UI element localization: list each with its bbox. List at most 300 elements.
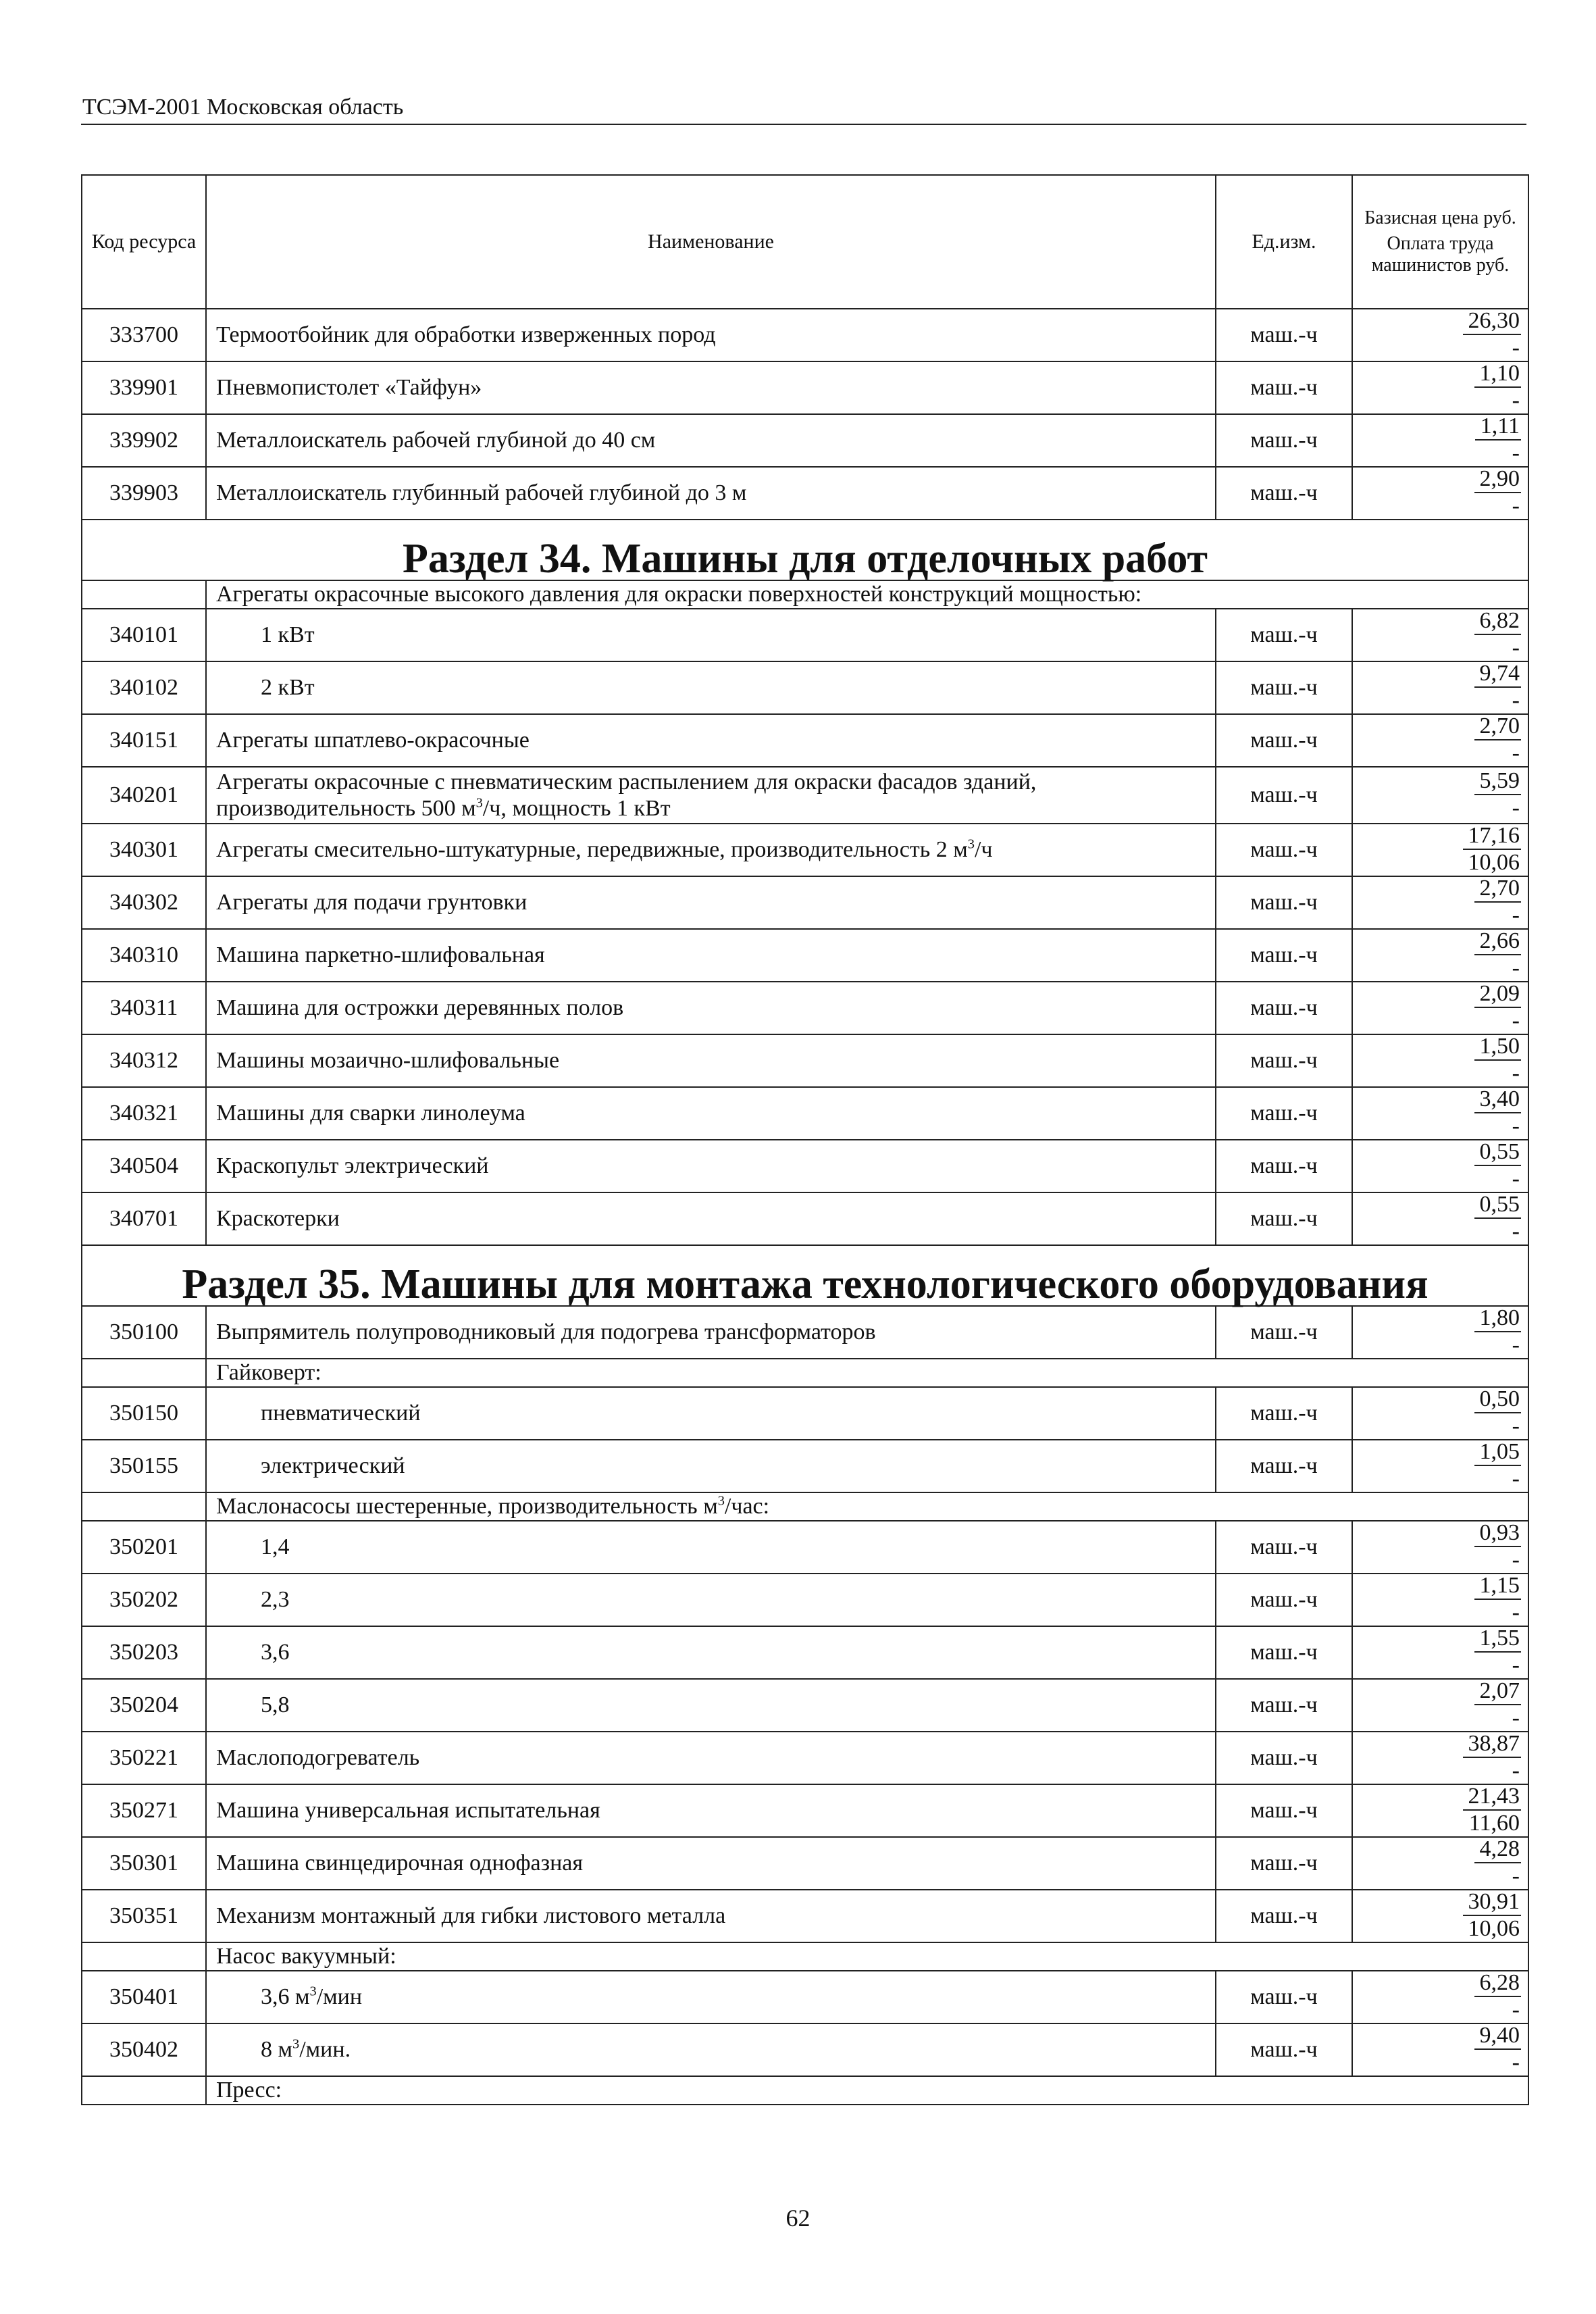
base-price: 1,10: [1474, 362, 1522, 388]
price-cell: [1352, 467, 1528, 520]
resource-code: 350271: [82, 1784, 206, 1837]
resource-code: 340101: [82, 609, 206, 661]
resource-name: [206, 714, 1216, 767]
price-fraction: [1463, 1732, 1522, 1782]
base-price: 1,80: [1474, 1307, 1522, 1332]
table-row: [82, 1679, 1528, 1732]
base-price: 4,28: [1474, 1838, 1522, 1863]
price-fraction: [1474, 1680, 1522, 1730]
price-fraction: [1474, 1193, 1522, 1243]
price-fraction: [1474, 1140, 1522, 1190]
unit: маш.-ч: [1216, 1440, 1352, 1492]
resource-name: [206, 1574, 1216, 1626]
table-row: [82, 1192, 1528, 1245]
resource-name: [206, 609, 1216, 661]
row-text-tail: /час:: [724, 1494, 770, 1519]
price-cell: [1352, 1521, 1528, 1574]
resource-name: [206, 414, 1216, 467]
table-row: [82, 982, 1528, 1034]
row-name-text: Пневмопистолет «Тайфун»: [216, 375, 482, 401]
row-name-text: 1,4: [261, 1534, 290, 1560]
col-header-price: [1352, 175, 1528, 309]
base-price: 0,93: [1474, 1521, 1522, 1547]
row-name-text: Машина для острожки деревянных полов: [216, 995, 624, 1021]
base-price: 2,09: [1474, 982, 1522, 1008]
resource-code: 350301: [82, 1837, 206, 1890]
unit: маш.-ч: [1216, 982, 1352, 1034]
row-name-text: 2 кВт: [261, 675, 315, 701]
price-cell: [1352, 1784, 1528, 1837]
group-code-empty: [82, 1359, 206, 1387]
row-name-text: Машина свинцедирочная однофазная: [216, 1851, 583, 1876]
price-cell: [1352, 714, 1528, 767]
resource-name: [206, 1440, 1216, 1492]
labor-price: -: [1512, 441, 1520, 466]
table-row: [82, 824, 1528, 876]
price-cell: [1352, 982, 1528, 1034]
row-name-text: Машина универсальная испытательная: [216, 1798, 600, 1823]
row-text-text: Насос вакуумный:: [216, 1944, 396, 1969]
price-cell: [1352, 361, 1528, 414]
labor-price: 11,60: [1468, 1811, 1520, 1836]
resource-code: 350202: [82, 1574, 206, 1626]
labor-price: -: [1512, 635, 1520, 660]
row-name-text: Машины для сварки линолеума: [216, 1101, 525, 1126]
price-cell: [1352, 1626, 1528, 1679]
price-fraction: [1474, 2024, 1522, 2074]
labor-price: -: [1512, 335, 1520, 360]
unit: маш.-ч: [1216, 309, 1352, 361]
group-code-empty: [82, 1492, 206, 1521]
resource-code: 340312: [82, 1034, 206, 1087]
table-row: [82, 714, 1528, 767]
resource-code: 339901: [82, 361, 206, 414]
unit: маш.-ч: [1216, 1387, 1352, 1440]
row-name-tail: /мин: [316, 1984, 363, 2010]
section-title: Раздел 35. Машины для монтажа технологического оборудования: [82, 1245, 1528, 1306]
col-header-code: Код ресурса: [82, 175, 206, 309]
unit: маш.-ч: [1216, 467, 1352, 520]
price-cell: [1352, 609, 1528, 661]
row-name-text: Металлоискатель рабочей глубиной до 40 см: [216, 428, 656, 453]
base-price: 5,59: [1474, 770, 1522, 795]
unit: маш.-ч: [1216, 609, 1352, 661]
unit: маш.-ч: [1216, 1306, 1352, 1359]
row-name-text: 1 кВт: [261, 622, 315, 648]
resource-name: [206, 1521, 1216, 1574]
row-name-text: Агрегаты для подачи грунтовки: [216, 890, 527, 915]
resource-name: [206, 824, 1216, 876]
price-table-container: [81, 174, 1528, 2105]
unit: маш.-ч: [1216, 1626, 1352, 1679]
price-cell: [1352, 1034, 1528, 1087]
base-price: 30,91: [1463, 1890, 1522, 1916]
price-fraction: [1474, 662, 1522, 712]
resource-name: [206, 876, 1216, 929]
row-name-tail: /мин.: [299, 2037, 351, 2063]
price-cell: [1352, 2023, 1528, 2076]
group-label: [206, 1492, 1528, 1521]
superscript: 3: [292, 2037, 300, 2053]
resource-name: [206, 1626, 1216, 1679]
row-name-text: Машины мозаично-шлифовальные: [216, 1048, 560, 1074]
group-row: [82, 1942, 1528, 1971]
unit: маш.-ч: [1216, 1140, 1352, 1192]
unit: маш.-ч: [1216, 1574, 1352, 1626]
resource-name: [206, 309, 1216, 361]
row-text-text: Агрегаты окрасочные высокого давления для окраски поверхностей конструкций мощностью:: [216, 582, 1142, 607]
labor-price: -: [1512, 740, 1520, 765]
row-name-tail: /ч, мощность 1 кВт: [482, 796, 671, 821]
labor-price: -: [1512, 1997, 1520, 2022]
table-header-row: [82, 175, 1528, 309]
price-cell: [1352, 414, 1528, 467]
unit: маш.-ч: [1216, 714, 1352, 767]
row-name-text: Краскотерки: [216, 1206, 340, 1232]
price-fraction: [1463, 1785, 1522, 1835]
resource-code: 340102: [82, 661, 206, 714]
group-label: [206, 1359, 1528, 1387]
resource-code: 339902: [82, 414, 206, 467]
resource-name: [206, 1034, 1216, 1087]
row-name-text: 3,6: [261, 1640, 290, 1665]
price-fraction: [1474, 609, 1522, 659]
row-name-text: Выпрямитель полупроводниковый для подогрева трансформаторов: [216, 1319, 876, 1345]
resource-code: 350150: [82, 1387, 206, 1440]
superscript: 3: [967, 837, 975, 853]
base-price: 3,40: [1474, 1088, 1522, 1113]
unit: маш.-ч: [1216, 1784, 1352, 1837]
price-cell: [1352, 1440, 1528, 1492]
resource-code: 339903: [82, 467, 206, 520]
labor-price: -: [1512, 1332, 1520, 1357]
unit: маш.-ч: [1216, 414, 1352, 467]
labor-price: -: [1512, 1863, 1520, 1888]
base-price: 0,55: [1474, 1193, 1522, 1219]
table-row: [82, 361, 1528, 414]
resource-code: 340310: [82, 929, 206, 982]
price-fraction: [1475, 415, 1521, 465]
resource-code: 350204: [82, 1679, 206, 1732]
resource-name: [206, 929, 1216, 982]
resource-name: [206, 661, 1216, 714]
price-cell: [1352, 1140, 1528, 1192]
table-row: [82, 1732, 1528, 1784]
unit: маш.-ч: [1216, 1679, 1352, 1732]
table-row: [82, 1521, 1528, 1574]
row-name-tail: /ч: [974, 837, 993, 863]
resource-code: 340201: [82, 767, 206, 824]
price-cell: [1352, 1837, 1528, 1890]
table-row: [82, 767, 1528, 824]
section-row: [82, 520, 1528, 580]
resource-name: [206, 1387, 1216, 1440]
base-price: 9,74: [1474, 662, 1522, 688]
base-price: 21,43: [1463, 1785, 1522, 1811]
table-row: [82, 1784, 1528, 1837]
price-fraction: [1474, 877, 1522, 927]
resource-name: [206, 467, 1216, 520]
resource-name: [206, 1087, 1216, 1140]
resource-code: 350100: [82, 1306, 206, 1359]
unit: маш.-ч: [1216, 1971, 1352, 2023]
price-fraction: [1474, 468, 1522, 518]
price-fraction: [1474, 982, 1522, 1032]
price-cell: [1352, 309, 1528, 361]
table-row: [82, 2023, 1528, 2076]
table-row: [82, 661, 1528, 714]
row-name-text: Маслоподогреватель: [216, 1745, 420, 1771]
resource-code: 350203: [82, 1626, 206, 1679]
labor-price: -: [1512, 1008, 1520, 1033]
resource-code: 350351: [82, 1890, 206, 1942]
unit: маш.-ч: [1216, 876, 1352, 929]
base-price: 9,40: [1474, 2024, 1522, 2050]
price-fraction: [1474, 1440, 1522, 1490]
labor-price: -: [1512, 2050, 1520, 2075]
labor-price: -: [1512, 1653, 1520, 1678]
row-name-text: 2,3: [261, 1587, 290, 1613]
table-row: [82, 1626, 1528, 1679]
group-code-empty: [82, 1942, 206, 1971]
table-row: [82, 1306, 1528, 1359]
resource-code: 350401: [82, 1971, 206, 2023]
unit: маш.-ч: [1216, 661, 1352, 714]
price-fraction: [1474, 1388, 1522, 1438]
unit: маш.-ч: [1216, 1732, 1352, 1784]
table-row: [82, 1387, 1528, 1440]
row-name-text: Машина паркетно-шлифовальная: [216, 942, 545, 968]
labor-price: -: [1512, 688, 1520, 713]
row-name-text: Механизм монтажный для гибки листового металла: [216, 1903, 726, 1929]
labor-price: -: [1512, 1705, 1520, 1730]
base-price: 2,70: [1474, 715, 1522, 740]
price-cell: [1352, 1306, 1528, 1359]
unit: маш.-ч: [1216, 767, 1352, 824]
table-row: [82, 467, 1528, 520]
row-name-text: Краскопульт электрический: [216, 1153, 489, 1179]
resource-code: 340151: [82, 714, 206, 767]
labor-price: -: [1512, 1600, 1520, 1625]
resource-name: [206, 361, 1216, 414]
unit: маш.-ч: [1216, 361, 1352, 414]
section-row: [82, 1245, 1528, 1306]
base-price: 1,05: [1474, 1440, 1522, 1466]
row-name-text: 8 м: [261, 2037, 293, 2063]
unit: маш.-ч: [1216, 1837, 1352, 1890]
resource-code: 340321: [82, 1087, 206, 1140]
price-fraction: [1474, 1838, 1522, 1888]
resource-code: 340302: [82, 876, 206, 929]
price-fraction: [1463, 1890, 1522, 1940]
table-row: [82, 1971, 1528, 2023]
resource-code: 340301: [82, 824, 206, 876]
price-cell: [1352, 1732, 1528, 1784]
row-name-text: Термоотбойник для обработки изверженных пород: [216, 322, 716, 348]
col-header-price-labor: Оплата труда машинистов руб.: [1371, 232, 1510, 276]
price-fraction: [1474, 1574, 1522, 1624]
labor-price: 10,06: [1468, 850, 1520, 875]
price-fraction: [1474, 362, 1522, 412]
price-cell: [1352, 1890, 1528, 1942]
superscript: 3: [309, 1984, 317, 2000]
resource-name: [206, 982, 1216, 1034]
unit: маш.-ч: [1216, 1192, 1352, 1245]
base-price: 0,50: [1474, 1388, 1522, 1413]
base-price: 2,90: [1474, 468, 1522, 493]
row-name-text: Агрегаты шпатлево-окрасочные: [216, 728, 530, 753]
table-row: [82, 1087, 1528, 1140]
price-fraction: [1474, 715, 1522, 765]
row-name-text: Агрегаты окрасочные с пневматическим распылением для окраски фасадов зданий, производительность 500 м: [216, 769, 1037, 821]
table-row: [82, 309, 1528, 361]
group-row: [82, 1359, 1528, 1387]
group-label: [206, 1942, 1528, 1971]
labor-price: -: [1512, 795, 1520, 820]
resource-code: 333700: [82, 309, 206, 361]
section-title: Раздел 34. Машины для отделочных работ: [82, 520, 1528, 580]
price-cell: [1352, 1387, 1528, 1440]
col-header-name: Наименование: [206, 175, 1216, 309]
base-price: 26,30: [1463, 309, 1522, 335]
table-row: [82, 876, 1528, 929]
table-row: [82, 1837, 1528, 1890]
unit: маш.-ч: [1216, 1521, 1352, 1574]
page-number: 62: [786, 2205, 810, 2232]
labor-price: -: [1512, 493, 1520, 518]
resource-name: [206, 1971, 1216, 2023]
row-text-text: Гайковерт:: [216, 1360, 321, 1386]
row-name-text: электрический: [261, 1453, 405, 1479]
group-label: [206, 580, 1528, 609]
resource-code: 350221: [82, 1732, 206, 1784]
resource-code: 350201: [82, 1521, 206, 1574]
price-fraction: [1474, 1088, 1522, 1138]
resource-name: [206, 1140, 1216, 1192]
price-cell: [1352, 1971, 1528, 2023]
resource-name: [206, 1784, 1216, 1837]
price-fraction: [1474, 930, 1522, 980]
resource-code: 350155: [82, 1440, 206, 1492]
unit: маш.-ч: [1216, 1034, 1352, 1087]
row-name-text: Агрегаты смесительно-штукатурные, передвижные, производительность 2 м: [216, 837, 968, 863]
group-row: [82, 580, 1528, 609]
labor-price: -: [1512, 388, 1520, 413]
resource-code: 340701: [82, 1192, 206, 1245]
labor-price: -: [1512, 1113, 1520, 1138]
price-fraction: [1474, 770, 1522, 820]
base-price: 1,50: [1474, 1035, 1522, 1061]
labor-price: -: [1512, 1061, 1520, 1086]
unit: маш.-ч: [1216, 1890, 1352, 1942]
labor-price: 10,06: [1468, 1916, 1520, 1941]
col-header-price-base: Базисная цена руб.: [1364, 207, 1516, 228]
price-fraction: [1463, 309, 1522, 359]
resource-name: [206, 1890, 1216, 1942]
price-fraction: [1474, 1971, 1522, 2021]
base-price: 2,07: [1474, 1680, 1522, 1705]
table-row: [82, 414, 1528, 467]
group-row: [82, 2076, 1528, 2105]
table-row: [82, 1440, 1528, 1492]
unit: маш.-ч: [1216, 1087, 1352, 1140]
resource-code: 340311: [82, 982, 206, 1034]
group-code-empty: [82, 580, 206, 609]
page-header: ТСЭМ-2001 Московская область: [82, 95, 404, 120]
base-price: 0,55: [1474, 1140, 1522, 1166]
price-fraction: [1474, 1035, 1522, 1085]
price-cell: [1352, 661, 1528, 714]
unit: маш.-ч: [1216, 824, 1352, 876]
base-price: 17,16: [1463, 824, 1522, 850]
price-cell: [1352, 1679, 1528, 1732]
unit: маш.-ч: [1216, 929, 1352, 982]
price-cell: [1352, 929, 1528, 982]
base-price: 6,28: [1474, 1971, 1522, 1997]
resource-code: 350402: [82, 2023, 206, 2076]
resource-name: [206, 1679, 1216, 1732]
row-text-text: Маслонасосы шестеренные, производительность м: [216, 1494, 718, 1519]
base-price: 2,70: [1474, 877, 1522, 903]
base-price: 6,82: [1474, 609, 1522, 635]
group-label: [206, 2076, 1528, 2105]
resource-name: [206, 767, 1216, 824]
labor-price: -: [1512, 1466, 1520, 1491]
base-price: 1,15: [1474, 1574, 1522, 1600]
labor-price: -: [1512, 1219, 1520, 1244]
table-row: [82, 1140, 1528, 1192]
table-row: [82, 1034, 1528, 1087]
resource-name: [206, 2023, 1216, 2076]
row-name-text: 3,6 м: [261, 1984, 310, 2010]
col-header-unit: Ед.изм.: [1216, 175, 1352, 309]
superscript: 3: [717, 1493, 725, 1509]
labor-price: -: [1512, 955, 1520, 980]
resource-name: [206, 1837, 1216, 1890]
price-table: [81, 174, 1529, 2105]
table-row: [82, 929, 1528, 982]
resource-name: [206, 1192, 1216, 1245]
price-cell: [1352, 824, 1528, 876]
base-price: 1,11: [1475, 415, 1521, 441]
resource-name: [206, 1306, 1216, 1359]
group-code-empty: [82, 2076, 206, 2105]
price-fraction: [1474, 1627, 1522, 1677]
price-cell: [1352, 1192, 1528, 1245]
labor-price: -: [1512, 1758, 1520, 1783]
price-fraction: [1474, 1521, 1522, 1571]
table-row: [82, 609, 1528, 661]
header-rule: [81, 124, 1526, 125]
row-name-text: Металлоискатель глубинный рабочей глубиной до 3 м: [216, 480, 747, 506]
labor-price: -: [1512, 1547, 1520, 1572]
base-price: 1,55: [1474, 1627, 1522, 1653]
table-body: [82, 309, 1528, 2105]
unit: маш.-ч: [1216, 2023, 1352, 2076]
price-fraction: [1463, 824, 1522, 874]
table-row: [82, 1890, 1528, 1942]
price-fraction: [1474, 1307, 1522, 1357]
labor-price: -: [1512, 903, 1520, 928]
price-cell: [1352, 767, 1528, 824]
row-text-text: Пресс:: [216, 2078, 282, 2103]
resource-name: [206, 1732, 1216, 1784]
price-cell: [1352, 1087, 1528, 1140]
price-cell: [1352, 1574, 1528, 1626]
row-name-text: 5,8: [261, 1692, 290, 1718]
table-row: [82, 1574, 1528, 1626]
base-price: 38,87: [1463, 1732, 1522, 1758]
